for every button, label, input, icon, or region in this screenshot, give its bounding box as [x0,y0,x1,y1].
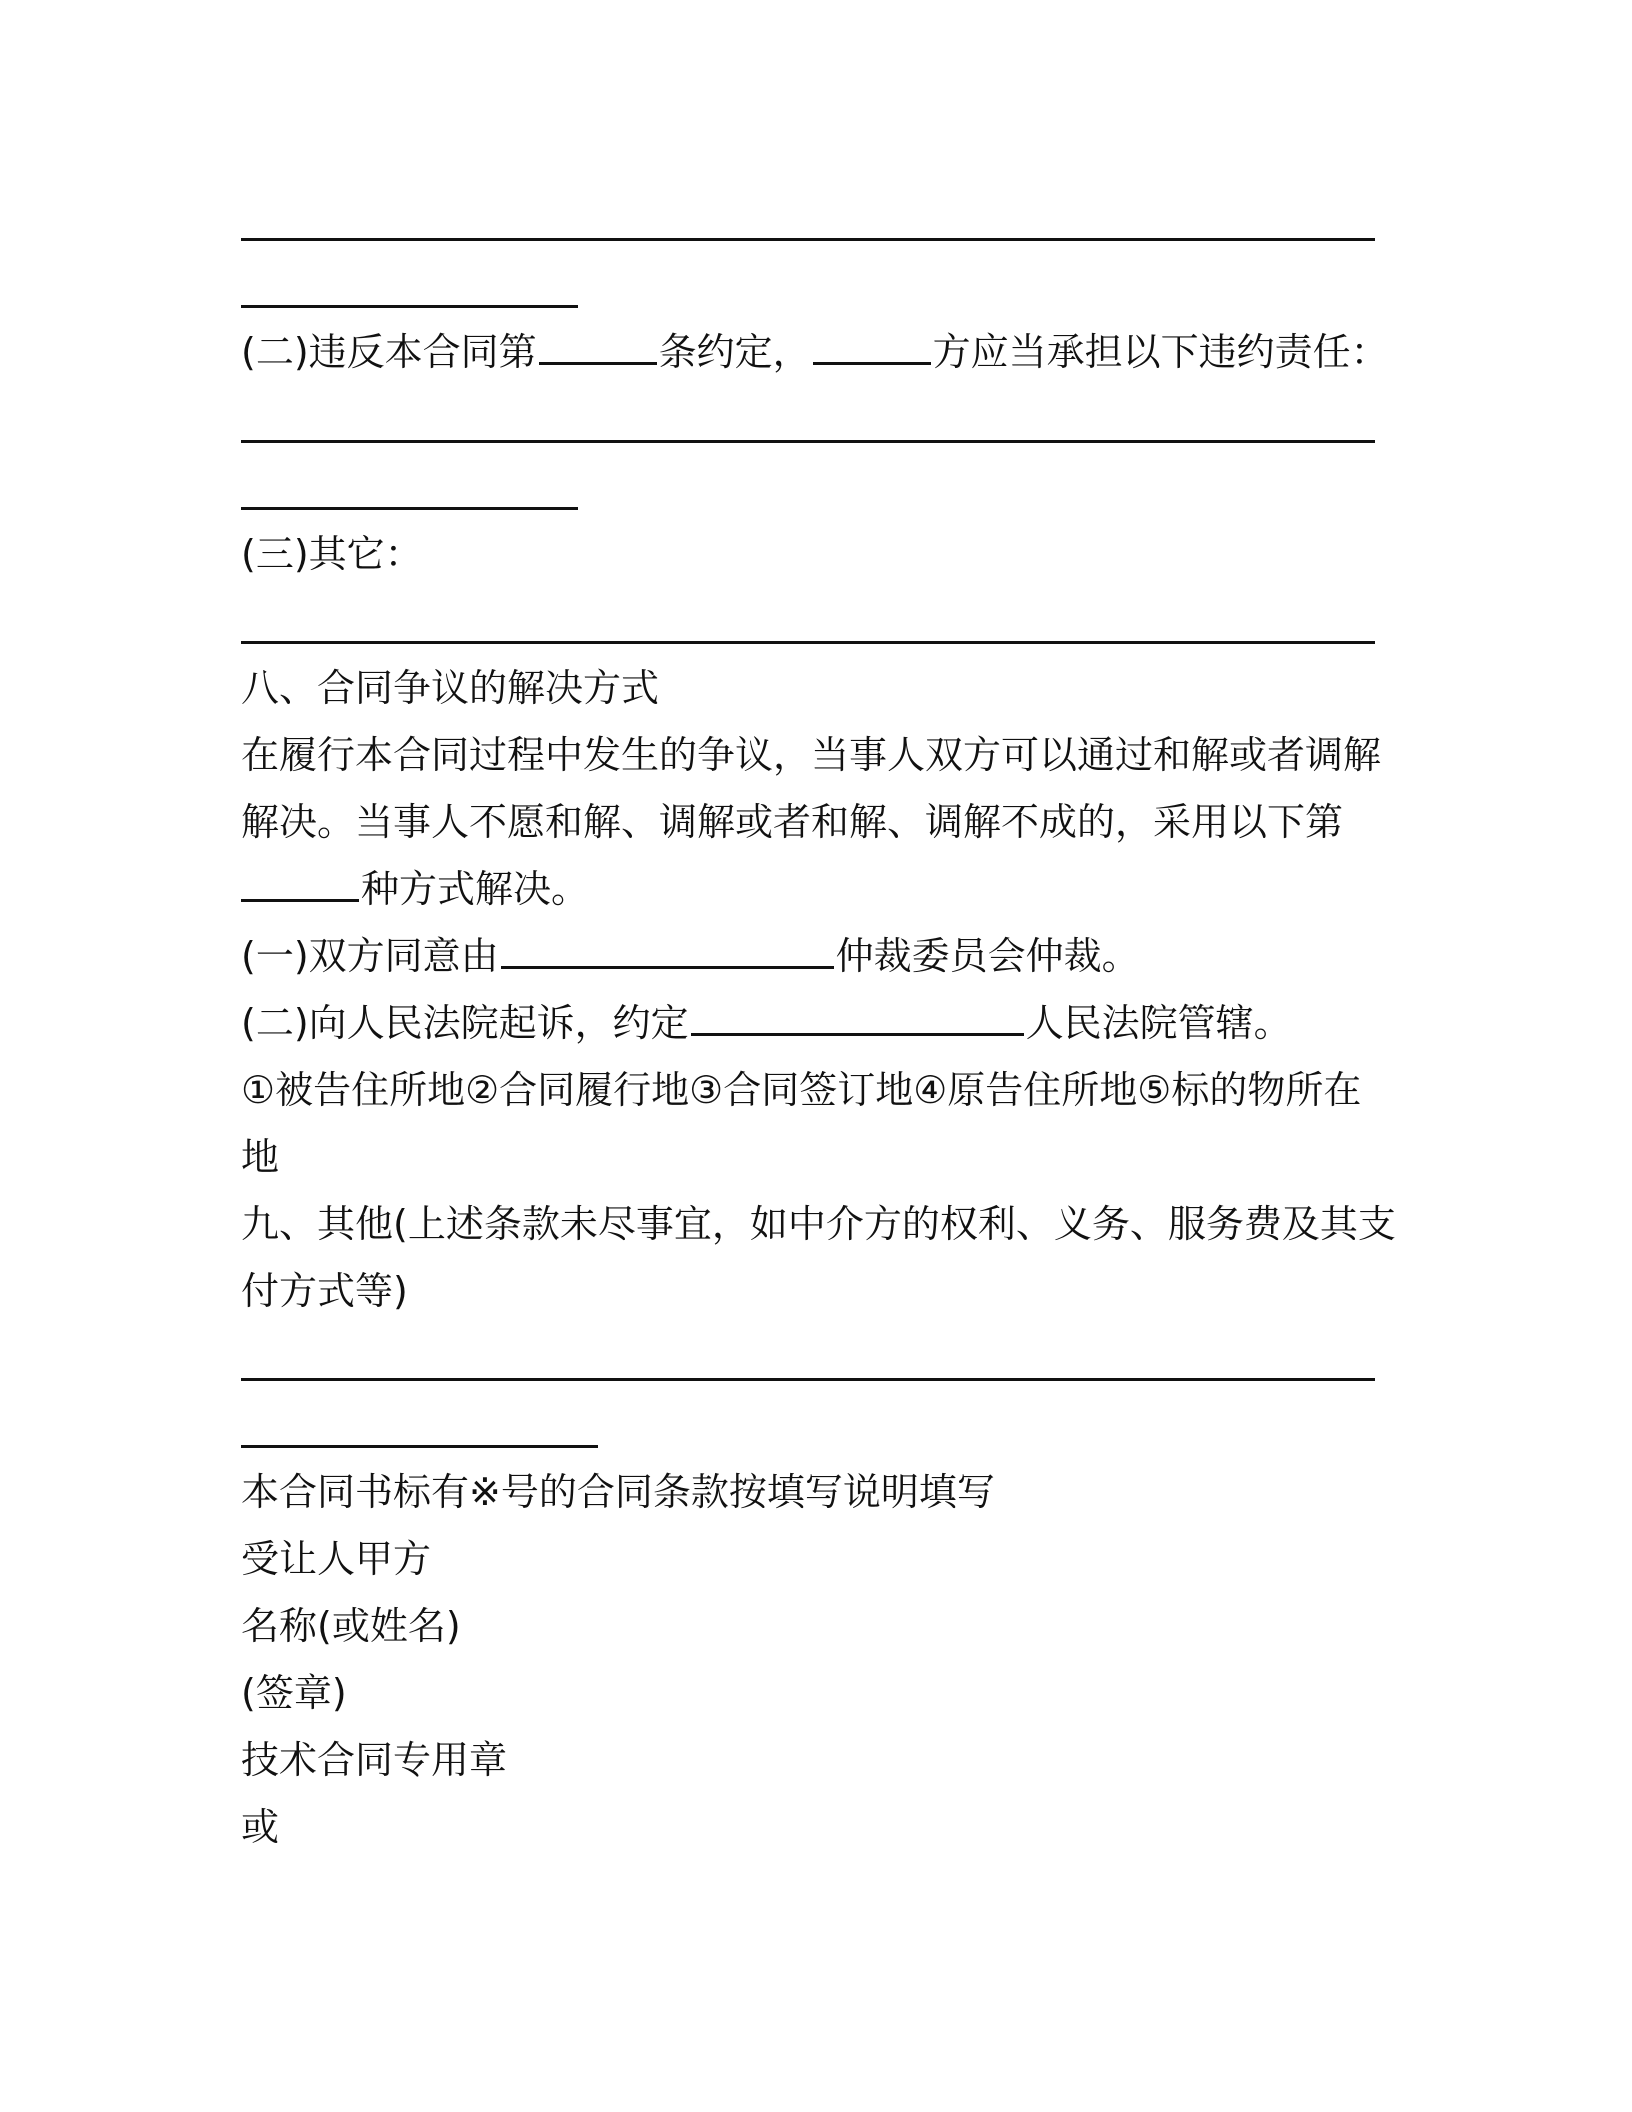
section-8-paragraph-line-3 [241,863,589,915]
section-8-paragraph-line-1: 在履行本合同过程中发生的争议，当事人双方可以通过和解或者调解 [241,733,1382,777]
blank-field [241,863,359,902]
text: (二)向人民法院起诉，约定 [241,1001,689,1045]
fill-line [241,507,578,510]
breach-clause-2 [241,326,1389,378]
fill-line [241,1445,598,1448]
blank-field [501,930,834,969]
other-clause-3: (三)其它： [241,532,423,576]
blank-field [539,326,657,365]
tech-contract-seal-label: 技术合同专用章 [241,1738,508,1782]
name-label: 名称(或姓名) [241,1604,461,1648]
seal-label: (签章) [241,1671,347,1715]
venue-list-line-1: ①被告住所地②合同履行地③合同签订地④原告住所地⑤标的物所在 [241,1068,1362,1112]
venue-list-line-2: 地 [241,1135,280,1179]
text: (一)双方同意由 [241,934,499,978]
party-a-label: 受让人甲方 [241,1537,432,1581]
fill-line [241,1378,1375,1381]
blank-field [691,997,1024,1036]
fill-line [241,238,1375,241]
text: 条约定， [658,330,811,374]
text: 种方式解决。 [361,867,590,911]
fill-line [241,440,1375,443]
section-9-title-line-1: 九、其他(上述条款未尽事宜，如中介方的权利、义务、服务费及其支 [241,1202,1396,1246]
court-option [241,997,1292,1049]
section-8-paragraph-line-2: 解决。当事人不愿和解、调解或者和解、调解不成的，采用以下第 [241,800,1344,844]
fill-line [241,305,578,308]
fill-note: 本合同书标有※号的合同条款按填写说明填写 [241,1470,995,1514]
section-9-title-line-2: 付方式等) [241,1269,408,1313]
text: 人民法院管辖。 [1025,1001,1292,1045]
fill-line [241,641,1375,644]
text: 仲裁委员会仲裁。 [835,934,1140,978]
or-label: 或 [241,1805,280,1849]
arbitration-option [241,930,1140,982]
blank-field [813,326,931,365]
text: (二)违反本合同第 [241,330,537,374]
text: 方应当承担以下违约责任： [932,330,1389,374]
section-8-title: 八、合同争议的解决方式 [241,666,660,710]
